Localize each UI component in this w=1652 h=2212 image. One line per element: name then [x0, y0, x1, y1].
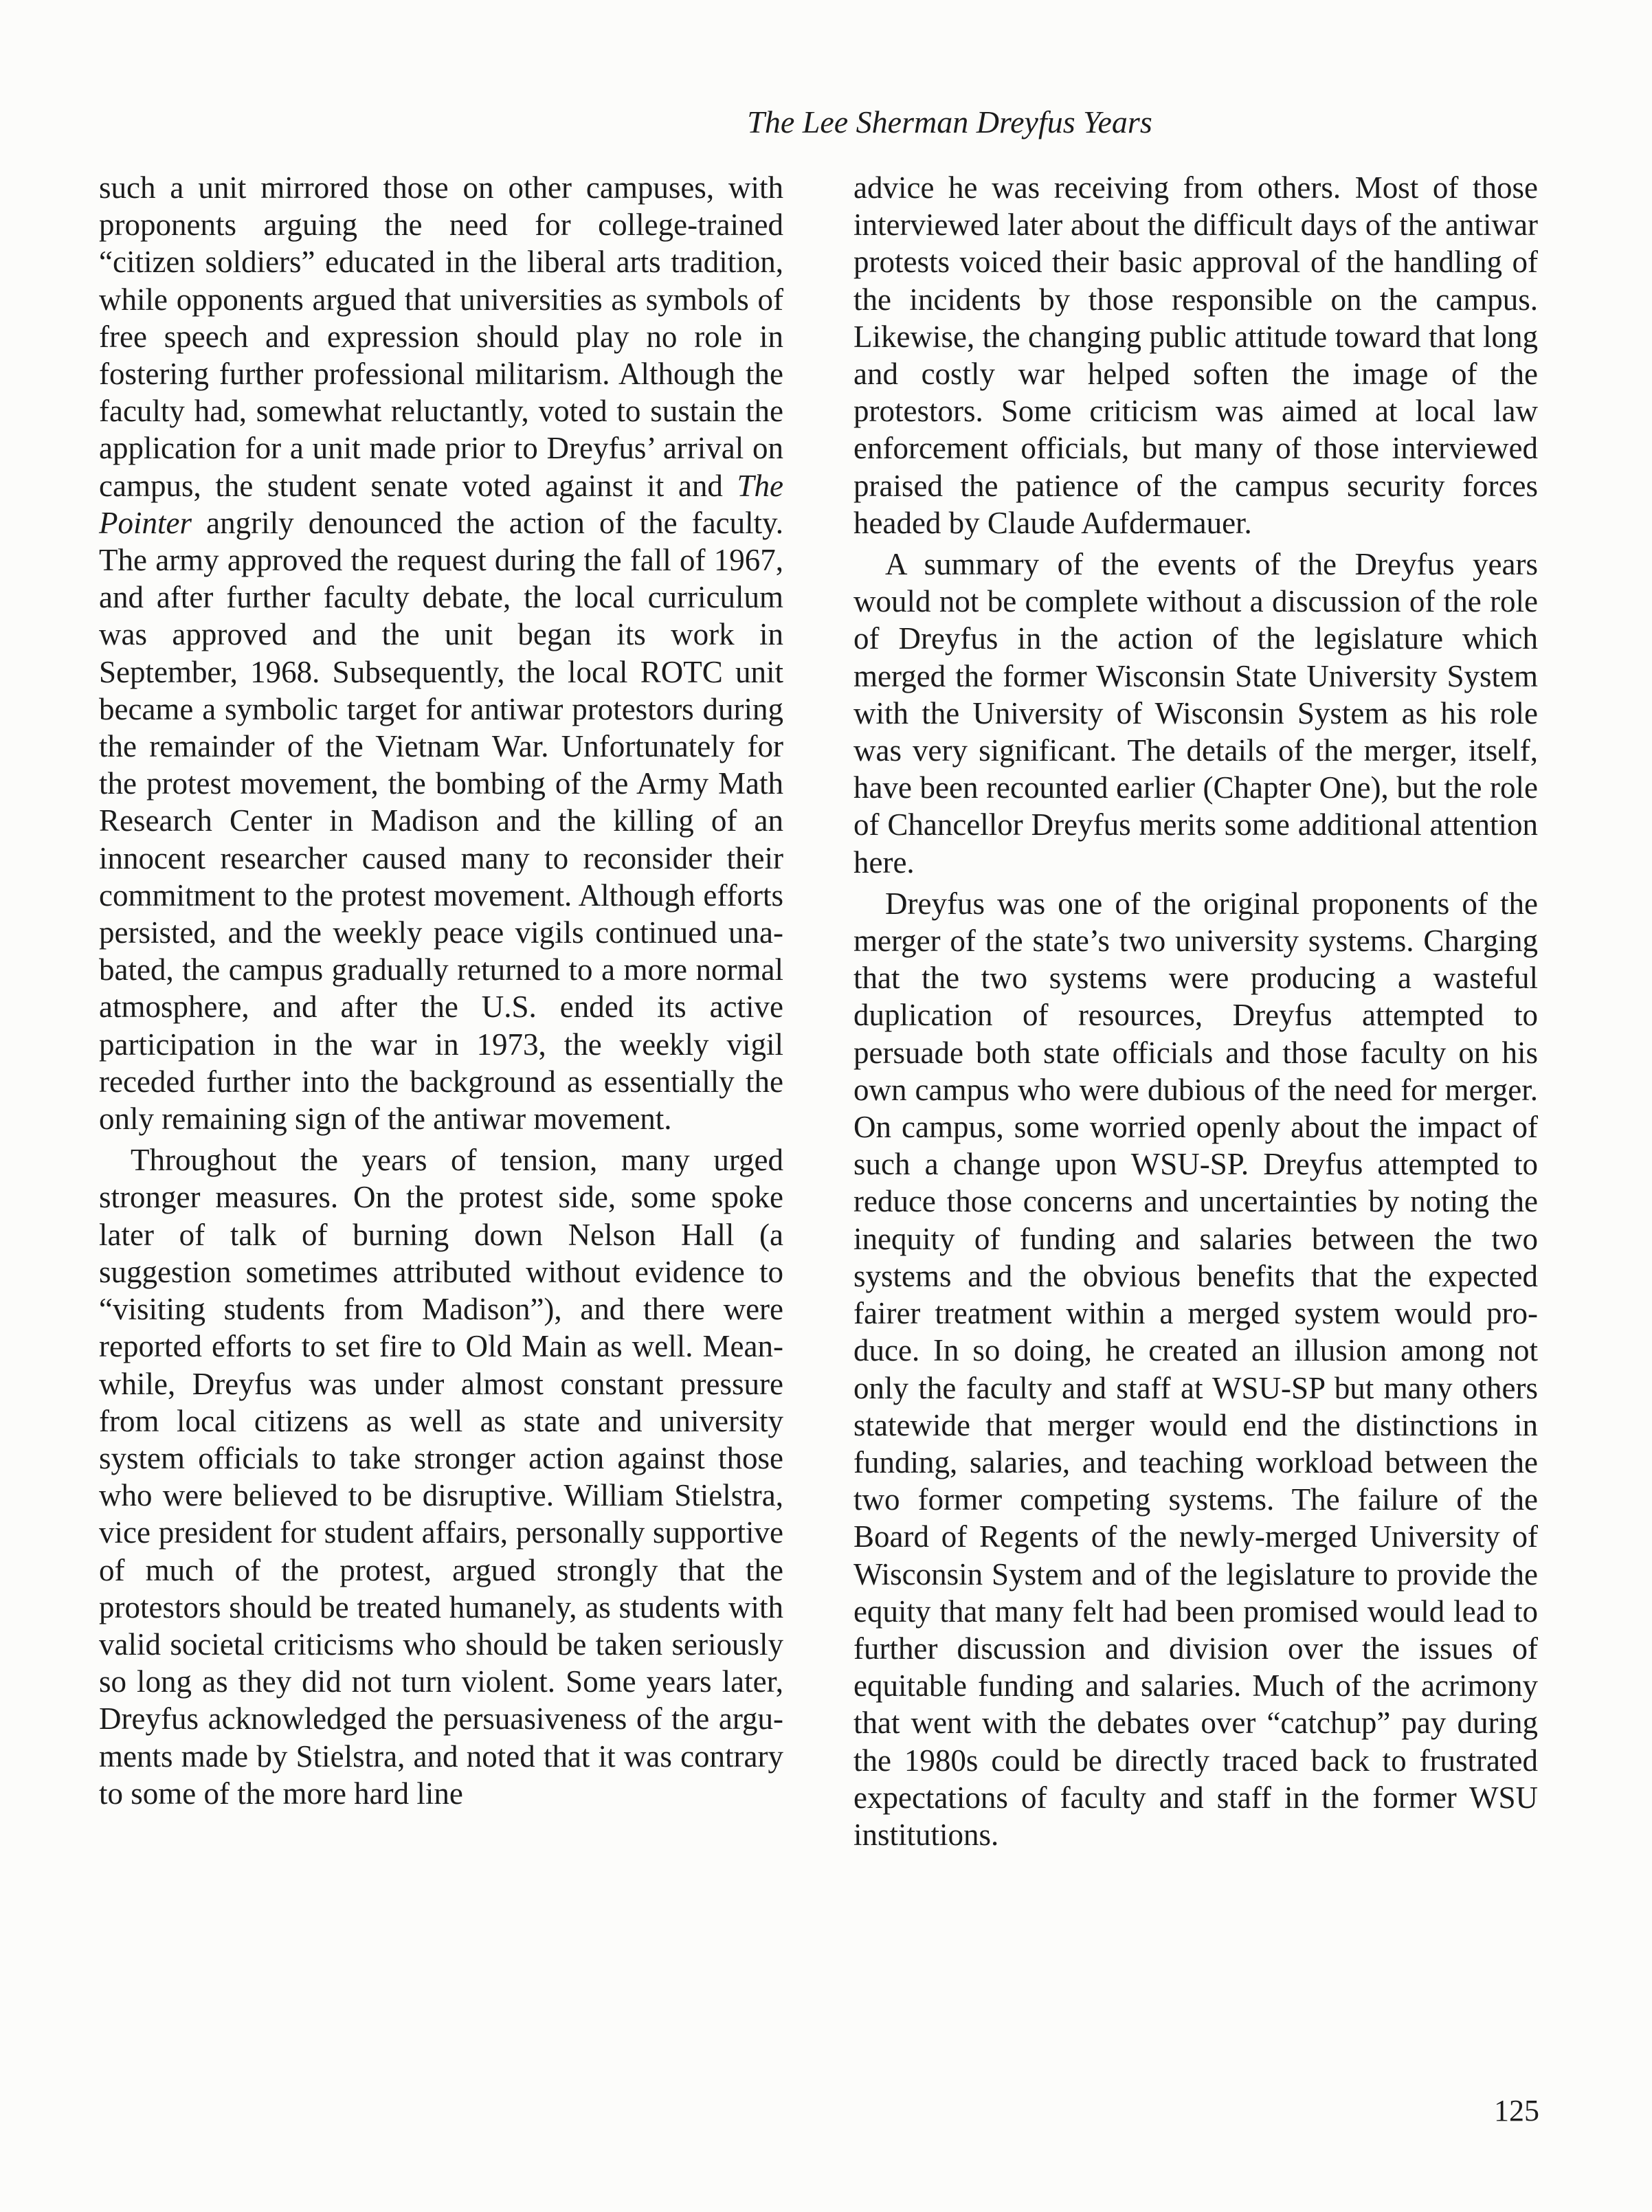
- left-paragraph-1-text-b: angrily denounced the action of the faculty. The army approved the request during the fall of 1967, and after further faculty debate, the local curriculum was approved and the unit began its work in September, 1968. Subsequently, the local ROTC unit became a symbolic target for antiwar protestors during the remainder of the Vietnam War. Unfortunately for the protest movement, the bombing of the Army Math Research Center in Madison and the killing of an innocent researcher caused many to reconsider their commitment to the protest movement. Although efforts persisted, and the weekly peace vigils continued unabated, the campus gradually returned to a more normal atmosphere, and after the U.S. ended its active participation in the war in 1973, the weekly vigil receded further into the background as essentially the only remaining sign of the antiwar movement.: [99, 505, 783, 1137]
- page-number: 125: [1494, 2094, 1539, 2127]
- left-paragraph-1-text-a: such a unit mirrored those on other campuses, with proponents arguing the need for college-trained “citizen soldiers” educated in the liberal arts tradition, while opponents argued that universities as symbols of free speech and expression should play no role in fostering further professional militarism. Although the faculty had, somewhat reluctantly, voted to sustain the application for a unit made prior to Dreyfus’ arrival on campus, the student senate voted against it and: [99, 170, 783, 503]
- publication-title: The Pointer: [99, 468, 783, 540]
- left-paragraph-1: [99, 169, 783, 1137]
- right-paragraph-3: Dreyfus was one of the original proponents of the merger of the state’s two university systems. Charging that the two systems were producing a wasteful duplication of resources, Dreyfus attempted to persuade both state officials and those faculty on his own campus who were dubious of the need for merger. On campus, some worried openly about the impact of such a change upon WSU-SP. Dreyfus attempted to reduce those concerns and uncertainties by noting the inequity of funding and salaries between the two systems and the obvious benefits that the expected fairer treatment within a merged system would produce. In so doing, he created an illusion among not only the faculty and staff at WSU-SP but many others statewide that merger would end the distinctions in funding, salaries, and teaching workload between the two former competing systems. The failure of the Board of Regents of the newly-merged University of Wisconsin System and of the legislature to provide the equity that many felt had been promised would lead to further discussion and division over the issues of equitable funding and salaries. Much of the acrimony that went with the debates over “catchup” pay during the 1980s could be directly traced back to frustrated expectations of faculty and staff in the former WSU institutions.: [853, 886, 1538, 1852]
- running-head: The Lee Sherman Dreyfus Years: [747, 104, 1152, 139]
- right-paragraph-2: A summary of the events of the Dreyfus years would not be complete without a discussion of the role of Dreyfus in the action of the legislature which merged the former Wisconsin State University System with the University of Wisconsin System as his role was very significant. The details of the merger, itself, have been recounted earlier (Chapter One), but the role of Chancellor Dreyfus merits some additional attention here.: [853, 547, 1538, 880]
- left-paragraph-2: Throughout the years of tension, many urged stronger measures. On the protest side, some spoke later of talk of burning down Nelson Hall (a suggestion sometimes attributed without evidence to “visiting students from Madison”), and there were reported efforts to set fire to Old Main as well. Meanwhile, Dreyfus was under almost constant pressure from local citizens as well as state and university system officials to take stronger action against those who were believed to be disruptive. William Stielstra, vice president for student affairs, personally supportive of much of the protest, argued strongly that the protestors should be treated humanely, as students with valid societal criticisms who should be taken seriously so long as they did not turn violent. Some years later, Dreyfus acknowledged the persuasiveness of the arguments made by Stielstra, and noted that it was contrary to some of the more hard line: [99, 1143, 783, 1811]
- right-column: [853, 169, 1538, 1853]
- right-paragraph-1: advice he was receiving from others. Most of those interviewed later about the difficult days of the antiwar protests voiced their basic approval of the handling of the incidents by those responsible on the campus. Likewise, the changing public attitude toward that long and costly war helped soften the image of the protestors. Some criticism was aimed at local law enforcement officials, but many of those interviewed praised the patience of the campus security forces headed by Claude Aufdermauer.: [853, 170, 1538, 540]
- left-column: [99, 169, 783, 1812]
